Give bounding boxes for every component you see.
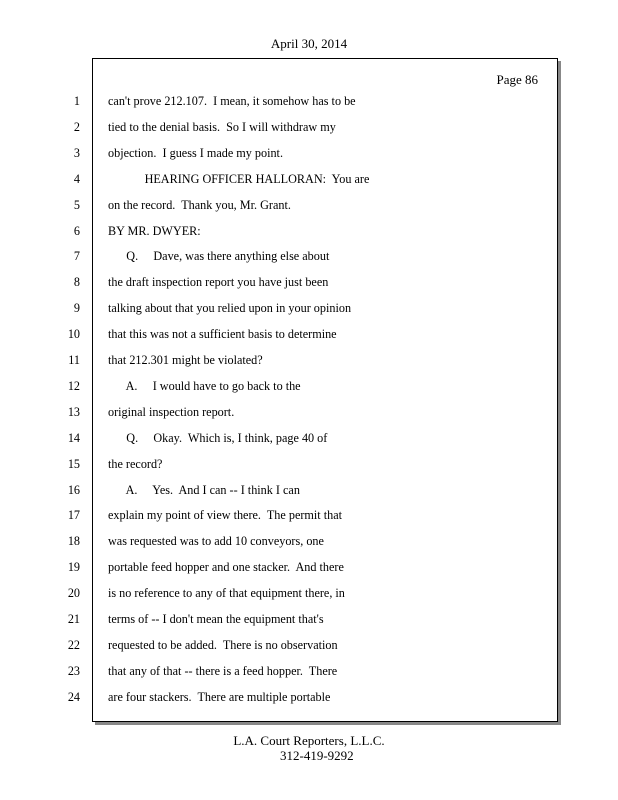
line-text: objection. I guess I made my point.	[108, 145, 283, 160]
header-date: April 30, 2014	[270, 36, 348, 51]
line-number: 4	[73, 171, 80, 186]
line-text: requested to be added. There is no observation	[108, 637, 338, 652]
line-text: HEARING OFFICER HALLORAN: You are	[108, 171, 370, 186]
line-number: 13	[67, 404, 80, 419]
line-text: explain my point of view there. The permit that	[108, 508, 342, 523]
line-number: 20	[67, 586, 80, 601]
line-text: A. I would have to go back to the	[108, 378, 301, 393]
line-number: 1	[73, 94, 80, 108]
line-number: 2	[73, 119, 80, 134]
line-number: 22	[67, 637, 80, 652]
line-text: that this was not a sufficient basis to determine	[108, 327, 337, 342]
footer-phone: 312-419-9292	[280, 748, 354, 763]
line-text: A. Yes. And I can -- I think I can	[108, 482, 300, 497]
line-number: 8	[73, 275, 80, 290]
line-text: on the record. Thank you, Mr. Grant.	[108, 197, 291, 212]
line-text: was requested was to add 10 conveyors, one	[108, 534, 324, 549]
footer-company: L.A. Court Reporters, L.L.C.	[233, 733, 385, 748]
line-text: original inspection report.	[108, 404, 235, 419]
line-number: 3	[73, 145, 80, 160]
line-text: portable feed hopper and one stacker. And there	[108, 560, 344, 575]
line-number: 9	[73, 301, 80, 316]
line-number: 21	[67, 612, 80, 626]
line-number: 10	[67, 327, 80, 342]
line-text: the record?	[108, 456, 163, 471]
line-text: that any of that -- there is a feed hopper. There	[108, 663, 338, 678]
line-number: 14	[67, 430, 80, 445]
line-number: 15	[67, 456, 80, 471]
line-text: BY MR. DWYER:	[108, 223, 201, 238]
line-number: 7	[73, 249, 80, 264]
line-text: tied to the denial basis. So I will withdraw my	[108, 119, 336, 134]
line-number: 6	[73, 223, 80, 238]
line-number: 11	[68, 353, 80, 367]
line-number: 23	[67, 663, 80, 678]
line-number: 5	[73, 197, 80, 212]
line-number: 24	[67, 689, 80, 704]
line-number: 18	[67, 534, 80, 549]
line-text: Q. Dave, was there anything else about	[108, 249, 330, 264]
line-text: is no reference to any of that equipment there, in	[108, 586, 345, 601]
line-text: the draft inspection report you have just been	[108, 275, 329, 290]
line-text: talking about that you relied upon in your opinion	[108, 301, 352, 316]
line-text: can't prove 212.107. I mean, it somehow has to be	[108, 94, 356, 108]
line-text: terms of -- I don't mean the equipment that's	[108, 612, 324, 626]
line-number: 16	[67, 482, 80, 497]
line-text: that 212.301 might be violated?	[108, 353, 263, 367]
line-number: 17	[67, 508, 80, 523]
line-number: 19	[67, 560, 80, 575]
line-text: Q. Okay. Which is, I think, page 40 of	[108, 430, 328, 445]
line-text: are four stackers. There are multiple portable	[108, 689, 331, 704]
line-number: 12	[67, 378, 80, 393]
page-number: Page 86	[496, 72, 538, 87]
